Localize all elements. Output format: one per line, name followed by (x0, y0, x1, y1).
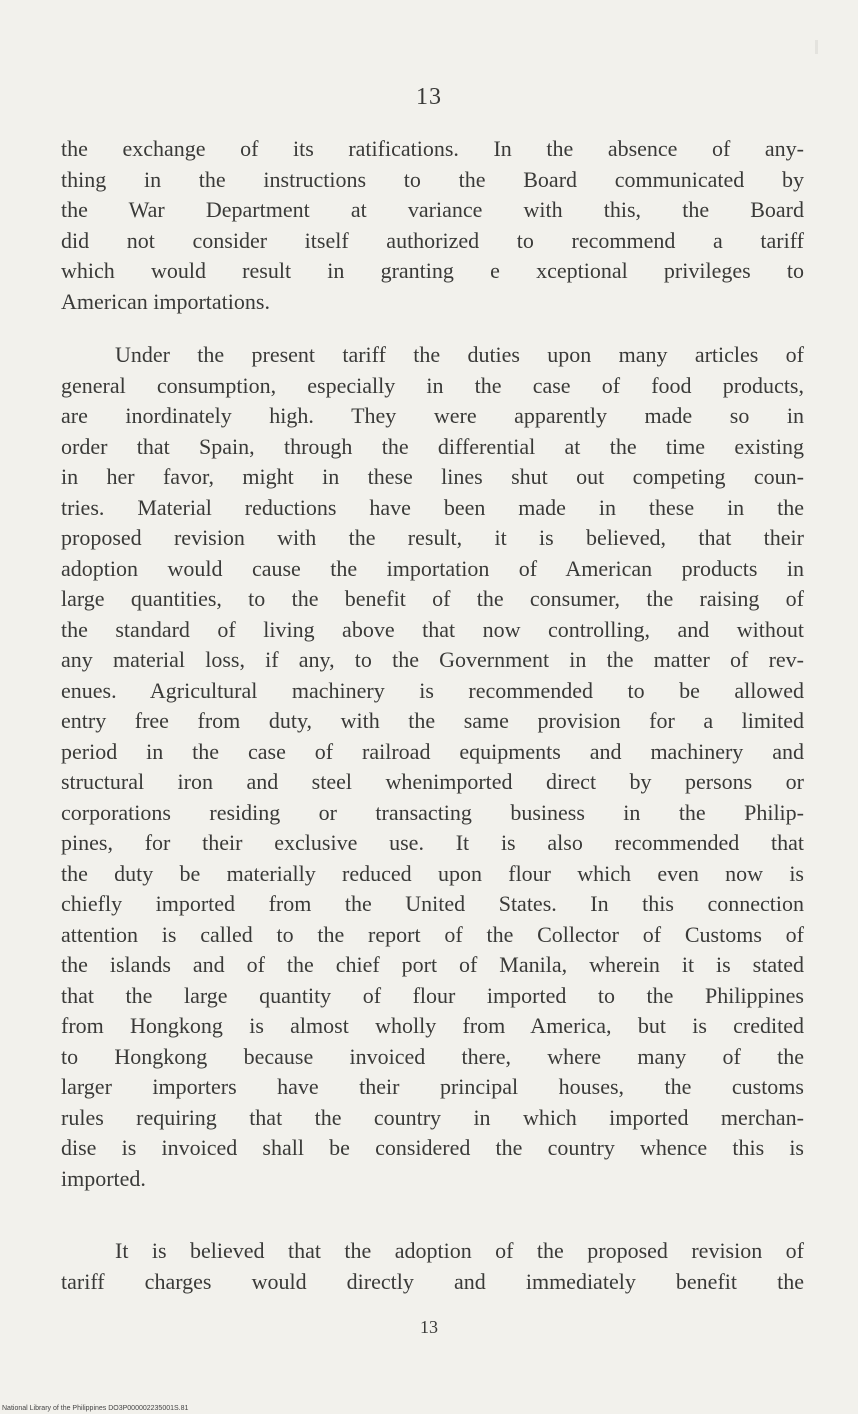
text-line: American importations. (61, 288, 270, 314)
text-line: Under the present tariff the duties upon many articles of (115, 342, 804, 367)
text-line: which would result in granting e xceptional privileges to (61, 258, 804, 283)
text-line: the duty be materially reduced upon flour which even now is (61, 860, 804, 886)
text-line: imported. (61, 1165, 146, 1191)
page-number-top: 13 (416, 84, 442, 110)
text-line: corporations residing or transacting business in the Philip- (61, 799, 804, 825)
text-line: chiefly imported from the United States. In this connection (61, 891, 804, 916)
text-line: entry free from duty, with the same provision for a limited (61, 708, 804, 733)
page-number-bottom: 13 (420, 1317, 438, 1337)
text-line: pines, for their exclusive use. It is also recommended that (61, 830, 804, 855)
text-line: structural iron and steel whenimported direct by persons or (61, 769, 804, 794)
text-line: large quantities, to the benefit of the consumer, the raising of (61, 586, 804, 611)
text-line: adoption would cause the importation of American products in (61, 555, 804, 581)
text-line: any material loss, if any, to the Government in the matter of rev- (61, 647, 804, 672)
text-line: thing in the instructions to the Board communicated by (61, 166, 804, 192)
text-line: the islands and of the chief port of Manila, wherein it is stated (61, 952, 804, 977)
paragraph-tariff-reductions (61, 340, 804, 1194)
text-line: are inordinately high. They were apparently made so in (61, 403, 804, 428)
text-line: the exchange of its ratifications. In the absence of any- (61, 136, 804, 161)
text-line: enues. Agricultural machinery is recommended to be allowed (61, 677, 804, 703)
text-line: the War Department at variance with this, the Board (61, 197, 804, 222)
text-line: proposed revision with the result, it is believed, that their (61, 525, 804, 550)
text-line: that the large quantity of flour imported to the Philippines (61, 982, 804, 1008)
text-line: larger importers have their principal houses, the customs (61, 1074, 804, 1099)
text-line: rules requiring that the country in which imported merchan- (61, 1104, 804, 1130)
text-line: tariff charges would directly and immediately benefit the (61, 1268, 804, 1294)
text-line: period in the case of railroad equipments and machinery and (61, 738, 804, 764)
text-line: in her favor, might in these lines shut out competing coun- (61, 464, 804, 489)
paragraph-continuation (61, 134, 804, 317)
text-line: order that Spain, through the differential at the time existing (61, 433, 804, 459)
text-line: attention is called to the report of the Collector of Customs of (61, 921, 804, 947)
text-line: did not consider itself authorized to recommend a tariff (61, 227, 804, 253)
text-line: from Hongkong is almost wholly from America, but is credited (61, 1013, 804, 1038)
text-line: to Hongkong because invoiced there, where many of the (61, 1043, 804, 1069)
text-line: the standard of living above that now controlling, and without (61, 616, 804, 642)
text-line: tries. Material reductions have been made in these in the (61, 494, 804, 520)
text-line: dise is invoiced shall be considered the country whence this is (61, 1135, 804, 1160)
paragraph-conclusion (61, 1236, 804, 1297)
text-line: It is believed that the adoption of the proposed revision of (115, 1238, 804, 1263)
library-credit: National Library of the Philippines DO3P000002235001S.81 (2, 1405, 189, 1412)
text-line: general consumption, especially in the case of food products, (61, 372, 804, 398)
scan-artifact (815, 40, 818, 54)
